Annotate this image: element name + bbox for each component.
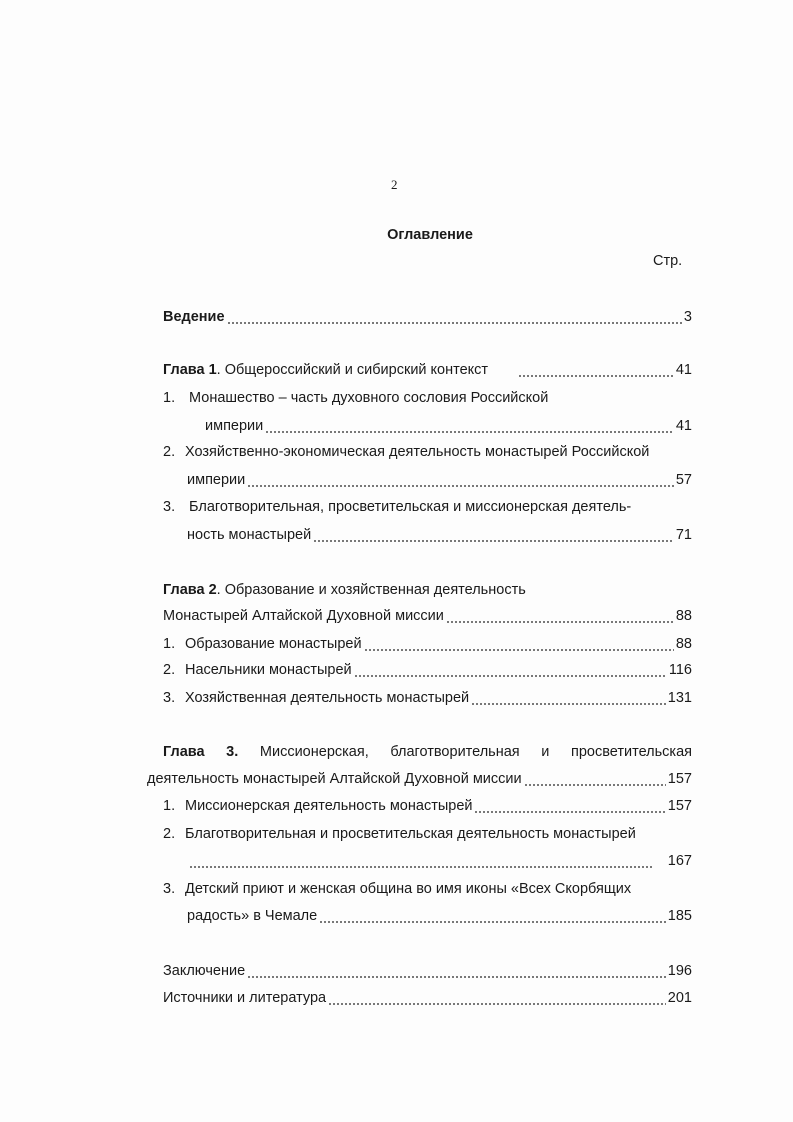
toc-entry-3-2-cont <box>187 851 692 871</box>
entry-page: 88 <box>675 636 692 652</box>
entry-label: Источники и литература <box>163 990 327 1006</box>
entry-page: 116 <box>668 662 692 678</box>
entry-page: 196 <box>667 963 692 979</box>
toc-entry-chapter-1 <box>163 360 692 380</box>
dot-leader <box>265 416 674 436</box>
chapter-title: Миссионерская, благотворительная и просветительская <box>259 744 693 760</box>
item-text: Хозяйственно-экономическая деятельность монастырей Российской <box>185 444 650 460</box>
item-number: 1. <box>163 636 176 652</box>
entry-label: Ведение <box>163 309 225 325</box>
toc-entry-3-1 <box>163 796 692 816</box>
toc-entry-intro <box>163 307 692 327</box>
toc-entry-2-1 <box>163 634 692 654</box>
item-number: 2. <box>163 662 176 678</box>
item-number: 1. <box>163 798 176 814</box>
item-number: 3. <box>163 690 176 706</box>
dot-leader <box>354 660 667 680</box>
toc-entry-1-2 <box>163 442 692 462</box>
toc-entry-1-1 <box>163 388 692 408</box>
toc-entry-2-3 <box>163 688 692 708</box>
dot-leader <box>364 634 674 654</box>
dot-leader <box>518 360 674 380</box>
item-text: Благотворительная и просветительская деятельность монастырей <box>185 826 636 842</box>
toc-title: Оглавление <box>387 227 473 243</box>
page-column-label: Стр. <box>653 253 683 269</box>
toc-entry-3-3-cont <box>187 906 692 926</box>
chapter-title: Монастырей Алтайской Духовной миссии <box>163 608 444 624</box>
toc-entry-sources <box>163 988 692 1008</box>
dot-leader <box>471 688 666 708</box>
entry-label: Заключение <box>163 963 246 979</box>
item-number: 2. <box>163 444 176 460</box>
item-text: ность монастырей <box>187 527 312 543</box>
entry-page: 41 <box>675 418 692 434</box>
item-number: 3. <box>163 881 176 897</box>
toc-entry-1-3-cont <box>187 525 692 545</box>
entry-page: 71 <box>675 527 692 543</box>
toc-entry-3-2 <box>163 824 692 844</box>
entry-page: 157 <box>667 798 692 814</box>
dot-leader <box>446 606 674 626</box>
dot-leader <box>319 906 666 926</box>
dot-leader <box>524 769 666 789</box>
item-number: 2. <box>163 826 176 842</box>
entry-page: 88 <box>675 608 692 624</box>
item-text: империи <box>205 418 264 434</box>
item-text: Насельники монастырей <box>185 662 352 678</box>
item-text: Монашество – часть духовного сословия Российской <box>189 390 549 406</box>
toc-entry-1-1-cont <box>205 416 692 436</box>
chapter-title: . Образование и хозяйственная деятельность <box>216 582 526 598</box>
chapter-title: . Общероссийский и сибирский контекст <box>216 362 489 378</box>
entry-page: 157 <box>667 771 692 787</box>
dot-leader <box>313 525 674 545</box>
item-number: 3. <box>163 499 176 515</box>
dot-leader <box>328 988 666 1008</box>
item-text: Детский приют и женская община во имя иконы «Всех Скорбящих <box>185 881 632 897</box>
toc-entry-3-3 <box>163 879 692 899</box>
page-number: 2 <box>391 177 398 192</box>
toc-entry-chapter-2-cont <box>163 606 692 626</box>
dot-leader <box>189 851 652 871</box>
entry-page: 201 <box>667 990 692 1006</box>
item-text: радость» в Чемале <box>187 908 318 924</box>
entry-page: 185 <box>667 908 692 924</box>
dot-leader <box>474 796 665 816</box>
chapter-label: Глава 2 <box>163 582 217 598</box>
dot-leader <box>247 961 666 981</box>
entry-page: 167 <box>667 853 692 869</box>
chapter-label: Глава 1 <box>163 362 217 378</box>
toc-entry-conclusion <box>163 961 692 981</box>
entry-page: 3 <box>683 309 692 325</box>
item-text: Благотворительная, просветительская и миссионерская деятель- <box>189 499 632 515</box>
item-text: Образование монастырей <box>185 636 362 652</box>
dot-leader <box>227 307 682 327</box>
toc-entry-chapter-2 <box>163 580 692 600</box>
item-text: империи <box>187 472 246 488</box>
toc-entry-chapter-3-cont <box>147 769 692 789</box>
toc-entry-1-3 <box>163 497 692 517</box>
entry-page: 41 <box>675 362 692 378</box>
entry-page: 57 <box>675 472 692 488</box>
chapter-title: деятельность монастырей Алтайской Духовной миссии <box>147 771 522 787</box>
toc-entry-chapter-3 <box>163 742 692 762</box>
item-text: Хозяйственная деятельность монастырей <box>185 690 470 706</box>
toc-entry-2-2 <box>163 660 692 680</box>
chapter-label: Глава 3. <box>163 744 239 760</box>
item-number: 1. <box>163 390 176 406</box>
entry-page: 131 <box>667 690 692 706</box>
dot-leader <box>247 470 674 490</box>
item-text: Миссионерская деятельность монастырей <box>185 798 473 814</box>
toc-entry-1-2-cont <box>187 470 692 490</box>
